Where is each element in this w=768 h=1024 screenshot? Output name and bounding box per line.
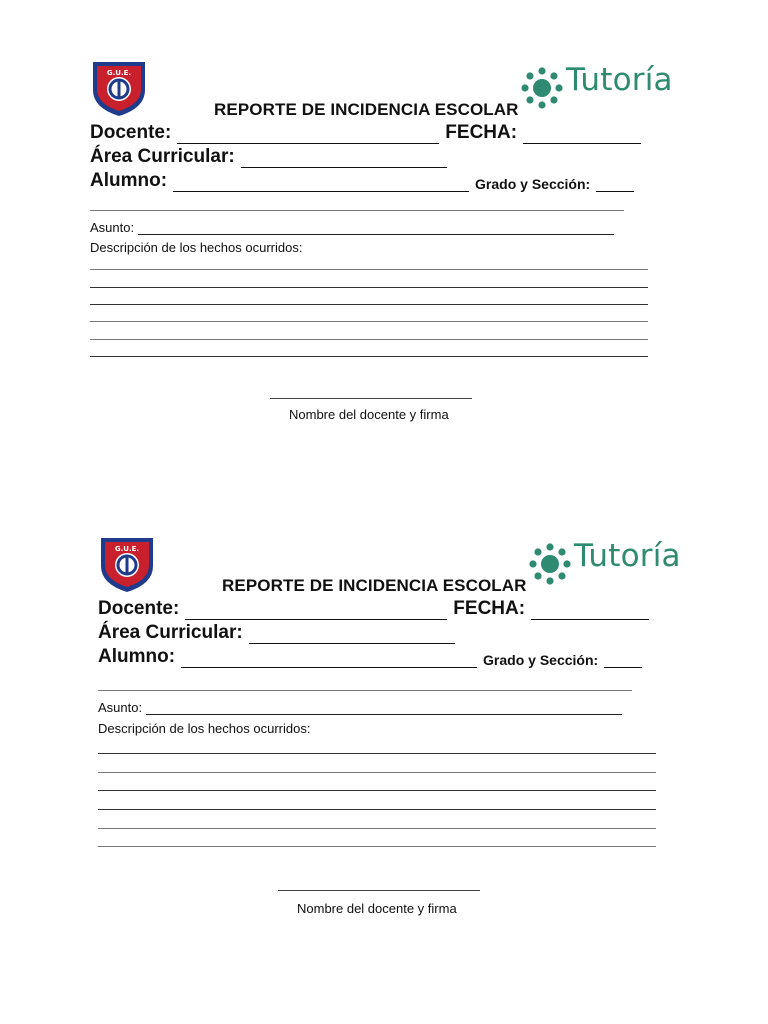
incident-report-form-1 <box>0 0 768 470</box>
fecha-label: FECHA: <box>453 598 526 619</box>
signature-line[interactable] <box>270 398 472 399</box>
area-row <box>90 146 447 168</box>
asunto-field[interactable] <box>138 222 614 235</box>
fecha-field[interactable] <box>523 125 641 144</box>
separator-line <box>98 690 632 691</box>
asunto-label: Asunto: <box>90 220 135 235</box>
description-line[interactable] <box>98 790 656 791</box>
school-crest-icon <box>90 58 148 118</box>
description-line[interactable] <box>90 304 648 305</box>
asunto-row <box>90 220 614 235</box>
incident-report-form-2 <box>0 476 768 946</box>
descripcion-label: Descripción de los hechos ocurridos: <box>98 721 311 736</box>
description-line[interactable] <box>98 753 656 754</box>
grado-field[interactable] <box>604 649 642 668</box>
alumno-label: Alumno: <box>90 170 168 191</box>
svg-text:G.U.E.: G.U.E. <box>114 545 140 553</box>
sun-dots-icon <box>528 542 572 586</box>
form-title: REPORTE DE INCIDENCIA ESCOLAR <box>214 100 519 119</box>
signature-label: Nombre del docente y firma <box>289 407 449 422</box>
tutoria-logo <box>528 538 698 586</box>
logo-text: Tutoría <box>566 62 673 98</box>
description-line[interactable] <box>98 809 656 810</box>
area-field[interactable] <box>249 625 455 644</box>
tutoria-logo <box>520 62 690 110</box>
asunto-field[interactable] <box>146 702 622 715</box>
descripcion-label: Descripción de los hechos ocurridos: <box>90 240 303 255</box>
logo-text: Tutoría <box>574 538 681 574</box>
description-line[interactable] <box>90 321 648 322</box>
area-field[interactable] <box>241 149 447 168</box>
separator-line <box>90 210 624 211</box>
area-label: Área Curricular: <box>90 146 235 167</box>
grado-label: Grado y Sección: <box>483 652 599 668</box>
description-line[interactable] <box>98 828 656 829</box>
docente-row <box>90 122 641 144</box>
grado-label: Grado y Sección: <box>475 176 591 192</box>
alumno-row <box>90 170 634 192</box>
signature-label: Nombre del docente y firma <box>297 901 457 916</box>
area-label: Área Curricular: <box>98 622 243 643</box>
signature-line[interactable] <box>278 890 480 891</box>
description-line[interactable] <box>98 772 656 773</box>
docente-field[interactable] <box>185 601 447 620</box>
asunto-row <box>98 700 622 715</box>
grado-field[interactable] <box>596 173 634 192</box>
fecha-field[interactable] <box>531 601 649 620</box>
description-line[interactable] <box>90 339 648 340</box>
fecha-label: FECHA: <box>445 122 518 143</box>
asunto-label: Asunto: <box>98 700 143 715</box>
area-row <box>98 622 455 644</box>
alumno-label: Alumno: <box>98 646 176 667</box>
school-crest-icon <box>98 534 156 594</box>
description-line[interactable] <box>90 269 648 270</box>
svg-text:G.U.E.: G.U.E. <box>106 69 132 77</box>
alumno-row <box>98 646 642 668</box>
form-title: REPORTE DE INCIDENCIA ESCOLAR <box>222 576 527 595</box>
alumno-field[interactable] <box>173 173 469 192</box>
description-line[interactable] <box>98 846 656 847</box>
docente-field[interactable] <box>177 125 439 144</box>
docente-label: Docente: <box>90 122 172 143</box>
alumno-field[interactable] <box>181 649 477 668</box>
description-line[interactable] <box>90 356 648 357</box>
sun-dots-icon <box>520 66 564 110</box>
description-line[interactable] <box>90 287 648 288</box>
docente-label: Docente: <box>98 598 180 619</box>
docente-row <box>98 598 649 620</box>
